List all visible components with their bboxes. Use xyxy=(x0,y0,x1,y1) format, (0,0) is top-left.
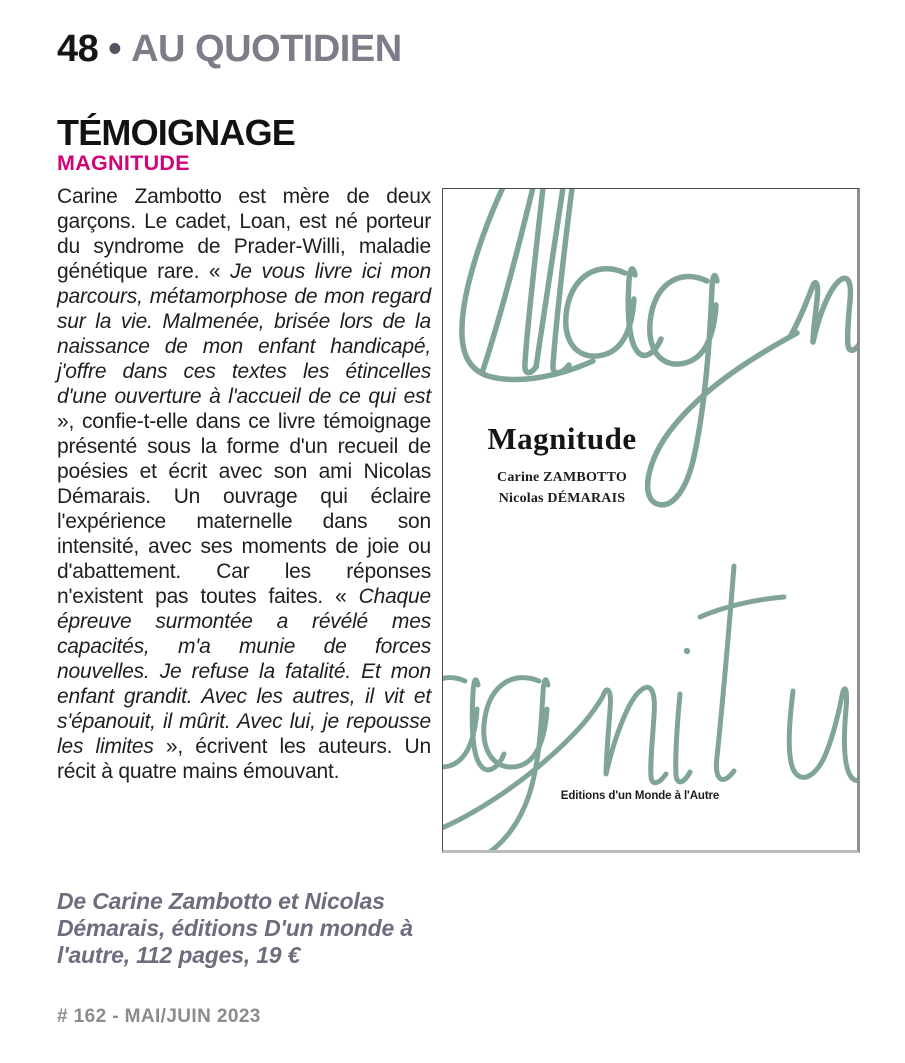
bullet-separator: • xyxy=(108,28,122,70)
script-n xyxy=(791,278,857,350)
script-word-magn xyxy=(462,189,857,505)
cover-author-1: Carine ZAMBOTTO xyxy=(497,470,627,485)
page-number: 48 xyxy=(57,28,99,70)
script-g-loop xyxy=(648,276,797,505)
script-i-stem xyxy=(676,694,690,782)
article-body: Carine Zambotto est mère de deux garçons. Le cadet, Loan, est né porteur du syndrome de Prader-Willi, maladie génétique rare. « Je vous livre ici mon parcours, métamorphose de mon regard sur la vie. Malmenée, brisée lors de la naissance de mon enfant handicapé, j'offre dans ces textes les étincelles d'une ouverture à l'accueil de ce qui est », confie-t-elle dans ce livre témoignage présenté sous la forme d'un recueil de poésies et écrit avec son ami Nicolas Démarais. Un ouvrage qui éclaire l'expérience maternelle dans son intensité, avec ses moments de joie ou d'abattement. Car les réponses n'existent pas toutes faites. « Chaque épreuve surmontée a révélé mes capacités, m'a munie de forces nouvelles. Je refuse la fatalité. Et mon enfant grandit. Avec les autres, il vit et s'épanouit, il mûrit. Avec lui, je repousse les limites », écrivent les auteurs. Un récit à quatre mains émouvant. xyxy=(57,185,432,783)
script-a-bowl xyxy=(566,269,634,356)
issue-footer: # 162 - MAI/JUIN 2023 xyxy=(57,1006,261,1027)
cover-author-2: Nicolas DÉMARAIS xyxy=(498,490,626,506)
book-cover xyxy=(442,188,860,853)
script-t-crossbar xyxy=(700,597,784,617)
section-title: AU QUOTIDIEN xyxy=(131,28,402,70)
script-u xyxy=(789,689,857,781)
script-word-agnitu xyxy=(443,566,857,850)
cover-publisher: Editions d'un Monde à l'Autre xyxy=(560,790,720,802)
script-t-stem xyxy=(716,566,734,779)
book-credit-line: De Carine Zambotto et Nicolas Démarais, éditions D'un monde à l'autre, 112 pages, 19 € xyxy=(57,888,413,968)
script-i-dot xyxy=(684,648,690,654)
cover-script-lettering xyxy=(443,189,857,850)
cover-title: Magnitude xyxy=(487,421,637,456)
article-title: MAGNITUDE xyxy=(57,151,190,175)
article-kicker: TÉMOIGNAGE xyxy=(57,112,296,153)
page-header xyxy=(57,28,402,71)
cover-authors xyxy=(462,468,662,509)
